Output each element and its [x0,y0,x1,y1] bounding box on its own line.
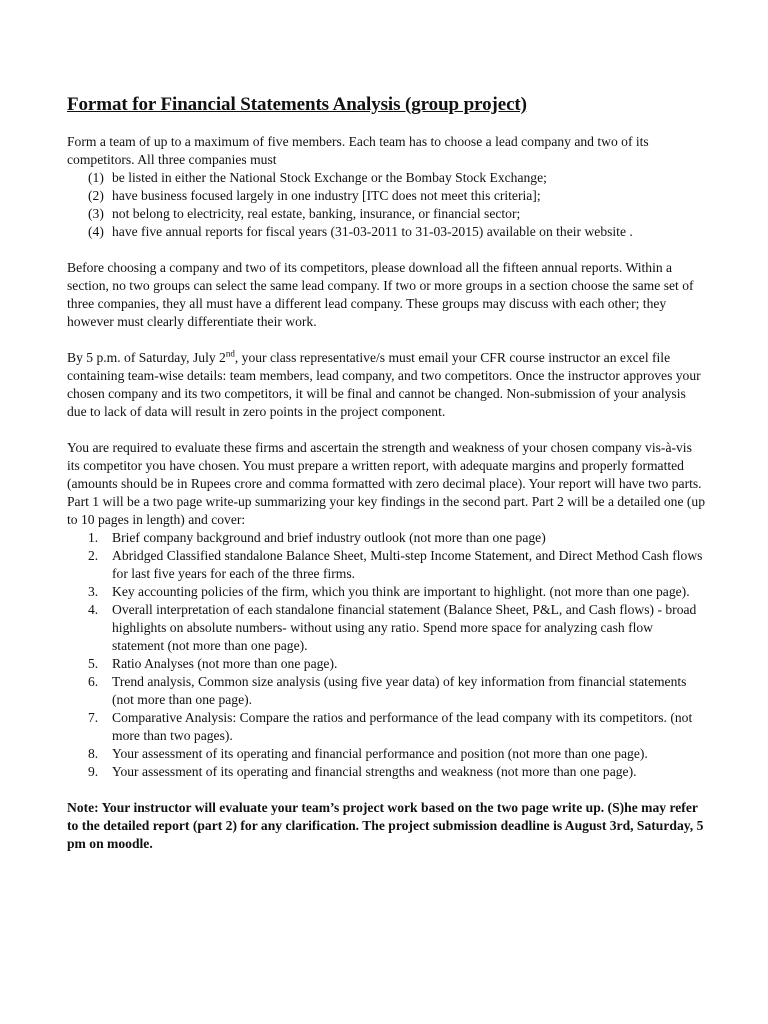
criteria-item: (3) not belong to electricity, real estate, banking, insurance, or financial sector; [88,206,521,221]
criteria-item: (1) be listed in either the National Stock Exchange or the Bombay Stock Exchange; [88,170,547,185]
document-title: Format for Financial Statements Analysis (group project) [67,94,527,115]
deadline-paragraph: By 5 p.m. of Saturday, July 2nd, your class representative/s must email your CFR course instructor an excel file containing team-wise details: team members, lead company, and two competitors. Once the instructor approves your chosen company and its two competitors, it will be final and cannot be changed. Non-submission of your analysis due to lack of data will result in zero points in the project component. [67,348,701,419]
criteria-item: (4) have five annual reports for fiscal years (31-03-2011 to 31-03-2015) available on their website . [88,224,633,239]
document-page [67,93,707,853]
report-contents-list [67,529,707,781]
list-item: 7. Comparative Analysis: Compare the ratios and performance of the lead company with its competitors. (not more than two pages). [88,710,693,743]
criteria-item: (2) have business focused largely in one industry [ITC does not meet this criteria]; [88,188,541,203]
intro-paragraph: Form a team of up to a maximum of five members. Each team has to choose a lead company and two of its competitors. All three companies must [67,134,649,167]
list-item: 5. Ratio Analyses (not more than one page). [88,656,338,671]
list-item: 4. Overall interpretation of each standalone financial statement (Balance Sheet, P&L, and Cash flows) - broad highlights on absolute numbers- without using any ratio. Spend more space for analyzing cash flow statement (not more than one page). [88,602,697,653]
note-paragraph: Note: Your instructor will evaluate your team’s project work based on the two page write up. (S)he may refer to the detailed report (part 2) for any clarification. The project submission deadline is August 3rd, Saturday, 5 pm on moodle. [67,800,704,851]
list-item: 6. Trend analysis, Common size analysis (using five year data) of key information from financial statements (not more than one page). [88,674,687,707]
list-item: 3. Key accounting policies of the firm, which you think are important to highlight. (not more than one page). [88,584,690,599]
list-item: 8. Your assessment of its operating and financial performance and position (not more than one page). [88,746,648,761]
list-item: 2. Abridged Classified standalone Balance Sheet, Multi-step Income Statement, and Direct Method Cash flows for last five years for each of the three firms. [88,548,703,581]
report-requirements-paragraph: You are required to evaluate these firms and ascertain the strength and weakness of your chosen company vis-à-vis its competitor you have chosen. You must prepare a written report, with adequate margins and properly formatted (amounts should be in Rupees crore and comma formatted with zero decimal place). Your report will have two parts. Part 1 will be a two page write-up summarizing your key findings in the second part. Part 2 will be a detailed one (up to 10 pages in length) and cover: [67,440,705,527]
criteria-list [67,169,707,241]
list-item: 1. Brief company background and brief industry outlook (not more than one page) [88,530,546,545]
list-item: 9. Your assessment of its operating and financial strengths and weakness (not more than one page). [88,764,637,779]
company-selection-paragraph: Before choosing a company and two of its competitors, please download all the fifteen annual reports. Within a section, no two groups can select the same lead company. If two or more groups in a section choose the same set of three companies, they all must have a different lead company. These groups may discuss with each other; they however must clearly differentiate their work. [67,260,694,329]
